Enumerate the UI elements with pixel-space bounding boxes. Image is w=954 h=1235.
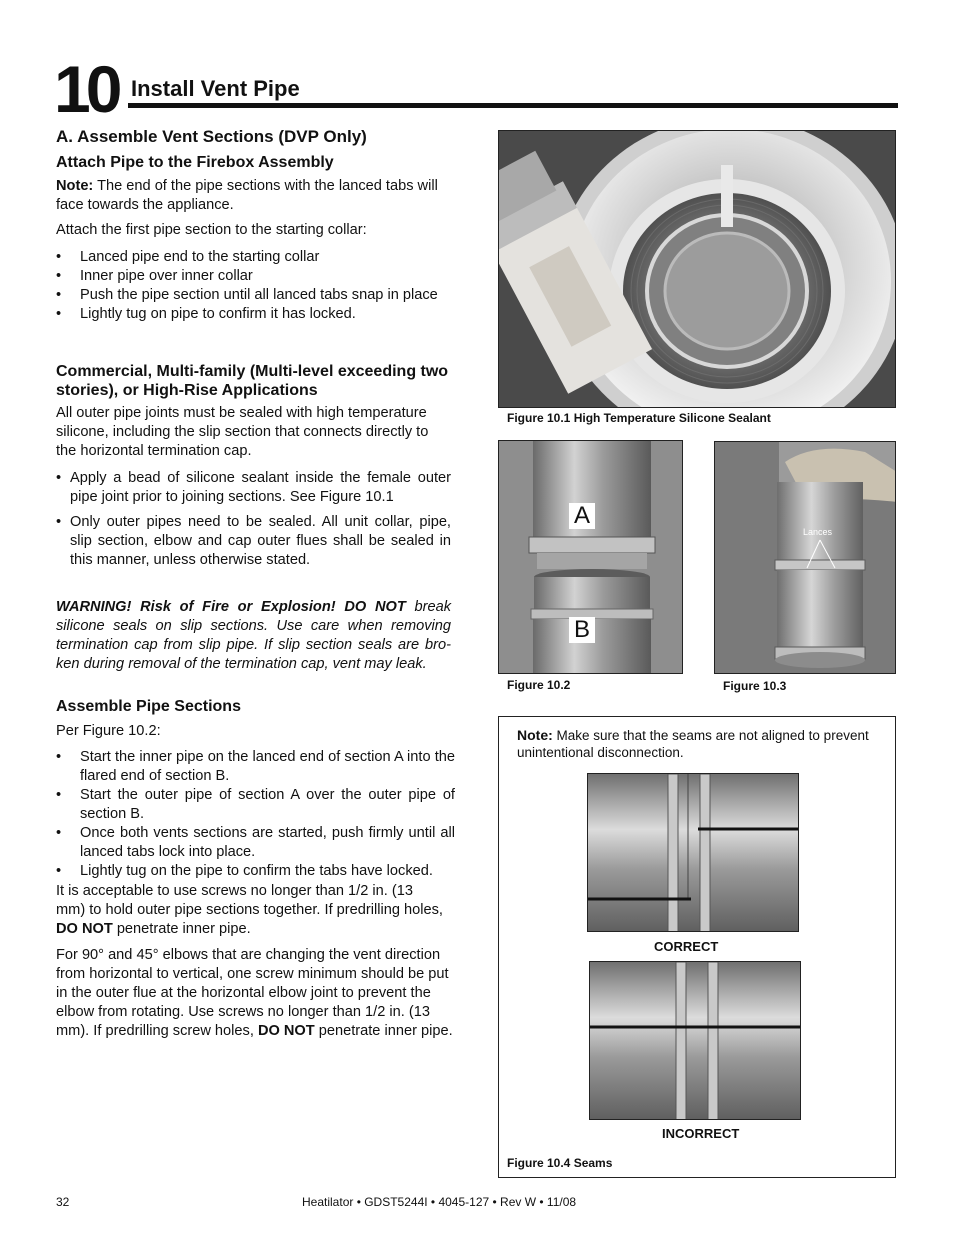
list-item: • Push the pipe section until all lanced tabs snap in place <box>56 286 455 305</box>
commercial-paragraph: All outer pipe joints must be sealed with high temperature silicone, including the slip section that connects directly to the horizontal termination cap. <box>56 405 429 459</box>
lances-label: Lances <box>803 527 833 537</box>
pipe-lances-image <box>715 442 896 674</box>
list-item: • Apply a bead of silicone sealant inside the female outer pipe joint prior to joining sections. See Figure 10.1 <box>56 469 451 507</box>
screws-paragraph: It is acceptable to use screws no longer than 1/2 in. (13 mm) to hold outer pipe sections together. If predrilling holes, DO NOT penetrate inner pipe. <box>56 883 443 937</box>
assemble-steps <box>56 748 455 881</box>
commercial-section <box>56 362 451 674</box>
elbow-paragraph: For 90° and 45° elbows that are changing the vent direction from horizontal to vertical, one screw minimum should be put in the outer flue at the horizontal elbow joint to prevent the elbow from rotating. Use screws no longer than 1/2 in. (13 mm). If predrilling screw holes, DO NOT penetrate inner pipe. <box>56 947 453 1039</box>
figure-10-2-caption: Figure 10.2 <box>507 678 571 692</box>
commercial-bullets <box>56 469 451 570</box>
pipe-top-view-image <box>499 131 896 408</box>
list-item: • Only outer pipes need to be sealed. All unit collar, pipe, slip section, elbow and cap outer flues shall be sealed in this manner, unless otherwise stated. <box>56 513 451 570</box>
list-item: • Start the outer pipe of section A over the outer pipe of section B. <box>56 786 455 824</box>
list-item: • Lightly tug on pipe to confirm it has locked. <box>56 305 455 324</box>
correct-label: CORRECT <box>654 939 719 954</box>
section-b-label: B <box>569 617 595 643</box>
list-item: • Lanced pipe end to the starting collar <box>56 248 455 267</box>
warning-bold: WARNING! Risk of Fire or Explosion! DO NOT <box>56 599 406 615</box>
page-number: 32 <box>56 1195 70 1209</box>
warning-text: WARNING! Risk of Fire or Explosion! DO NOT break silicone seals on slip sections. Use care when removing termination cap from slip pipe. If slip section seals are bro-ken during removal of the termination cap, vent may leak. <box>56 599 452 672</box>
assemble-heading: Assemble Pipe Sections <box>56 698 241 715</box>
attach-section <box>56 153 456 324</box>
figure-10-3-caption: Figure 10.3 <box>723 679 787 693</box>
figure-10-3-photo <box>714 441 896 674</box>
figure-10-4-caption: Figure 10.4 Seams <box>507 1156 613 1170</box>
figure-10-2-photo <box>498 440 683 674</box>
doc-info: Heatilator • GDST5244I • 4045-127 • Rev W • 11/08 <box>302 1195 577 1209</box>
attach-heading: Attach Pipe to the Firebox Assembly <box>56 154 334 171</box>
list-item: • Start the inner pipe on the lanced end of section A into the flared end of section B. <box>56 748 455 786</box>
list-item: • Lightly tug on the pipe to confirm the tabs have locked. <box>56 862 455 881</box>
correct-seams-photo <box>587 773 799 932</box>
incorrect-seams-image <box>590 962 801 1120</box>
seams-note: Note: Make sure that the seams are not aligned to prevent unintentional disconnection. <box>517 727 869 760</box>
list-item: • Once both vents sections are started, push firmly until all lanced tabs lock into place. <box>56 824 455 862</box>
correct-seams-image <box>588 774 799 932</box>
section-a-heading: A. Assemble Vent Sections (DVP Only) <box>56 127 367 146</box>
per-figure: Per Figure 10.2: <box>56 723 161 739</box>
attach-note <box>56 177 456 215</box>
figure-10-1-photo <box>498 130 896 408</box>
chapter-title: Install Vent Pipe <box>131 76 300 101</box>
list-item: • Inner pipe over inner collar <box>56 267 455 286</box>
attach-intro: Attach the first pipe section to the starting collar: <box>56 222 367 238</box>
chapter-number: 10 <box>54 52 118 126</box>
note-label: Note: <box>56 178 94 194</box>
attach-steps <box>56 248 455 324</box>
section-a-label: A <box>569 503 595 529</box>
figure-10-1-caption: Figure 10.1 High Temperature Silicone Sealant <box>507 411 771 425</box>
assemble-section <box>56 697 456 1041</box>
title-rule <box>128 103 898 108</box>
commercial-heading: Commercial, Multi-family (Multi-level exceeding two stories), or High-Rise Applications <box>56 363 449 399</box>
incorrect-label: INCORRECT <box>662 1126 740 1141</box>
incorrect-seams-photo <box>589 961 801 1120</box>
note-text: The end of the pipe sections with the lanced tabs will face towards the appliance. <box>56 178 438 213</box>
